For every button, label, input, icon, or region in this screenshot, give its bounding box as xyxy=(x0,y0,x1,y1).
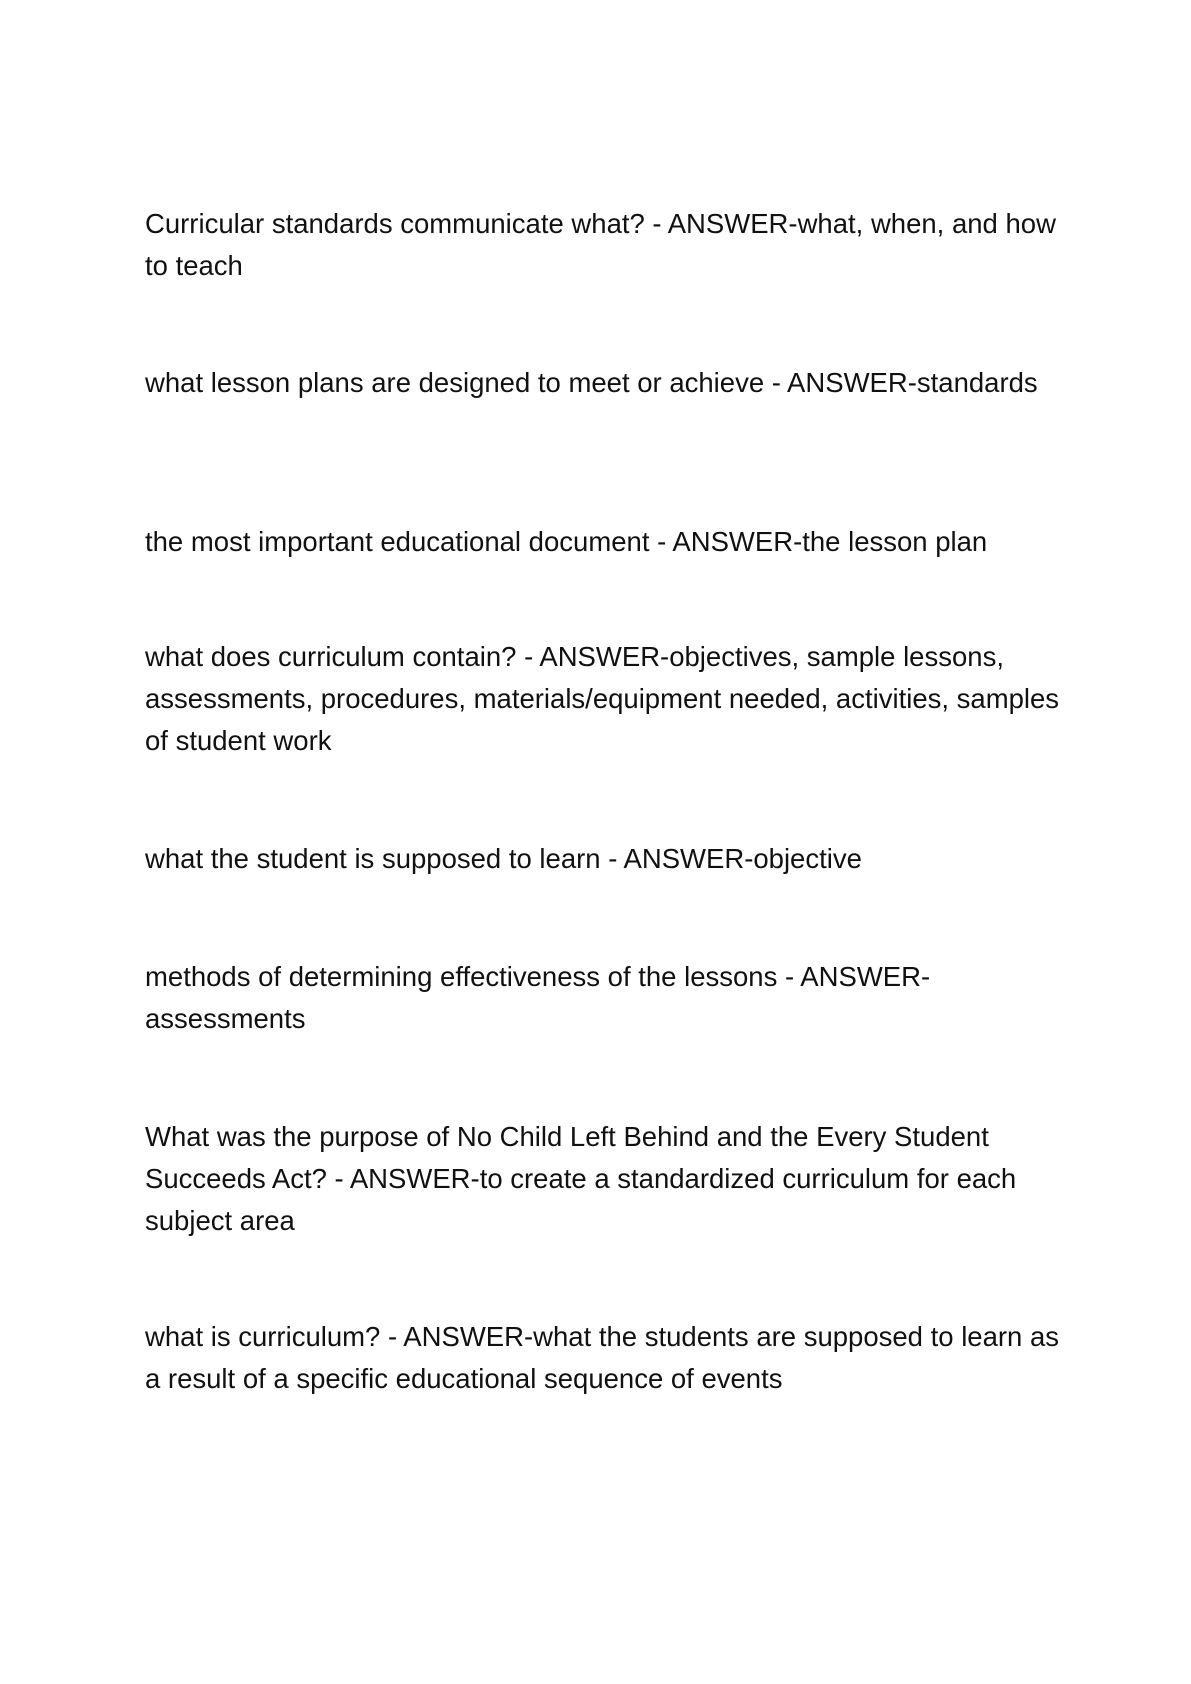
qa-item: what does curriculum contain? - ANSWER-objectives, sample lessons, assessments, procedures, materials/equipment needed, activities, samples of student work xyxy=(145,641,1060,756)
qa-item: methods of determining effectiveness of the lessons - ANSWER-assessments xyxy=(145,961,931,1034)
qa-item: what is curriculum? - ANSWER-what the students are supposed to learn as a result of a specific educational sequence of events xyxy=(145,1321,1060,1394)
qa-item: What was the purpose of No Child Left Behind and the Every Student Succeeds Act? - ANSWER-to create a standardized curriculum for each subject area xyxy=(145,1121,1017,1236)
qa-item: the most important educational document - ANSWER-the lesson plan xyxy=(145,526,988,557)
qa-item: what the student is supposed to learn - ANSWER-objective xyxy=(145,843,862,874)
qa-item: Curricular standards communicate what? - ANSWER-what, when, and how to teach xyxy=(145,208,1056,281)
qa-item: what lesson plans are designed to meet or achieve - ANSWER-standards xyxy=(145,367,1038,398)
